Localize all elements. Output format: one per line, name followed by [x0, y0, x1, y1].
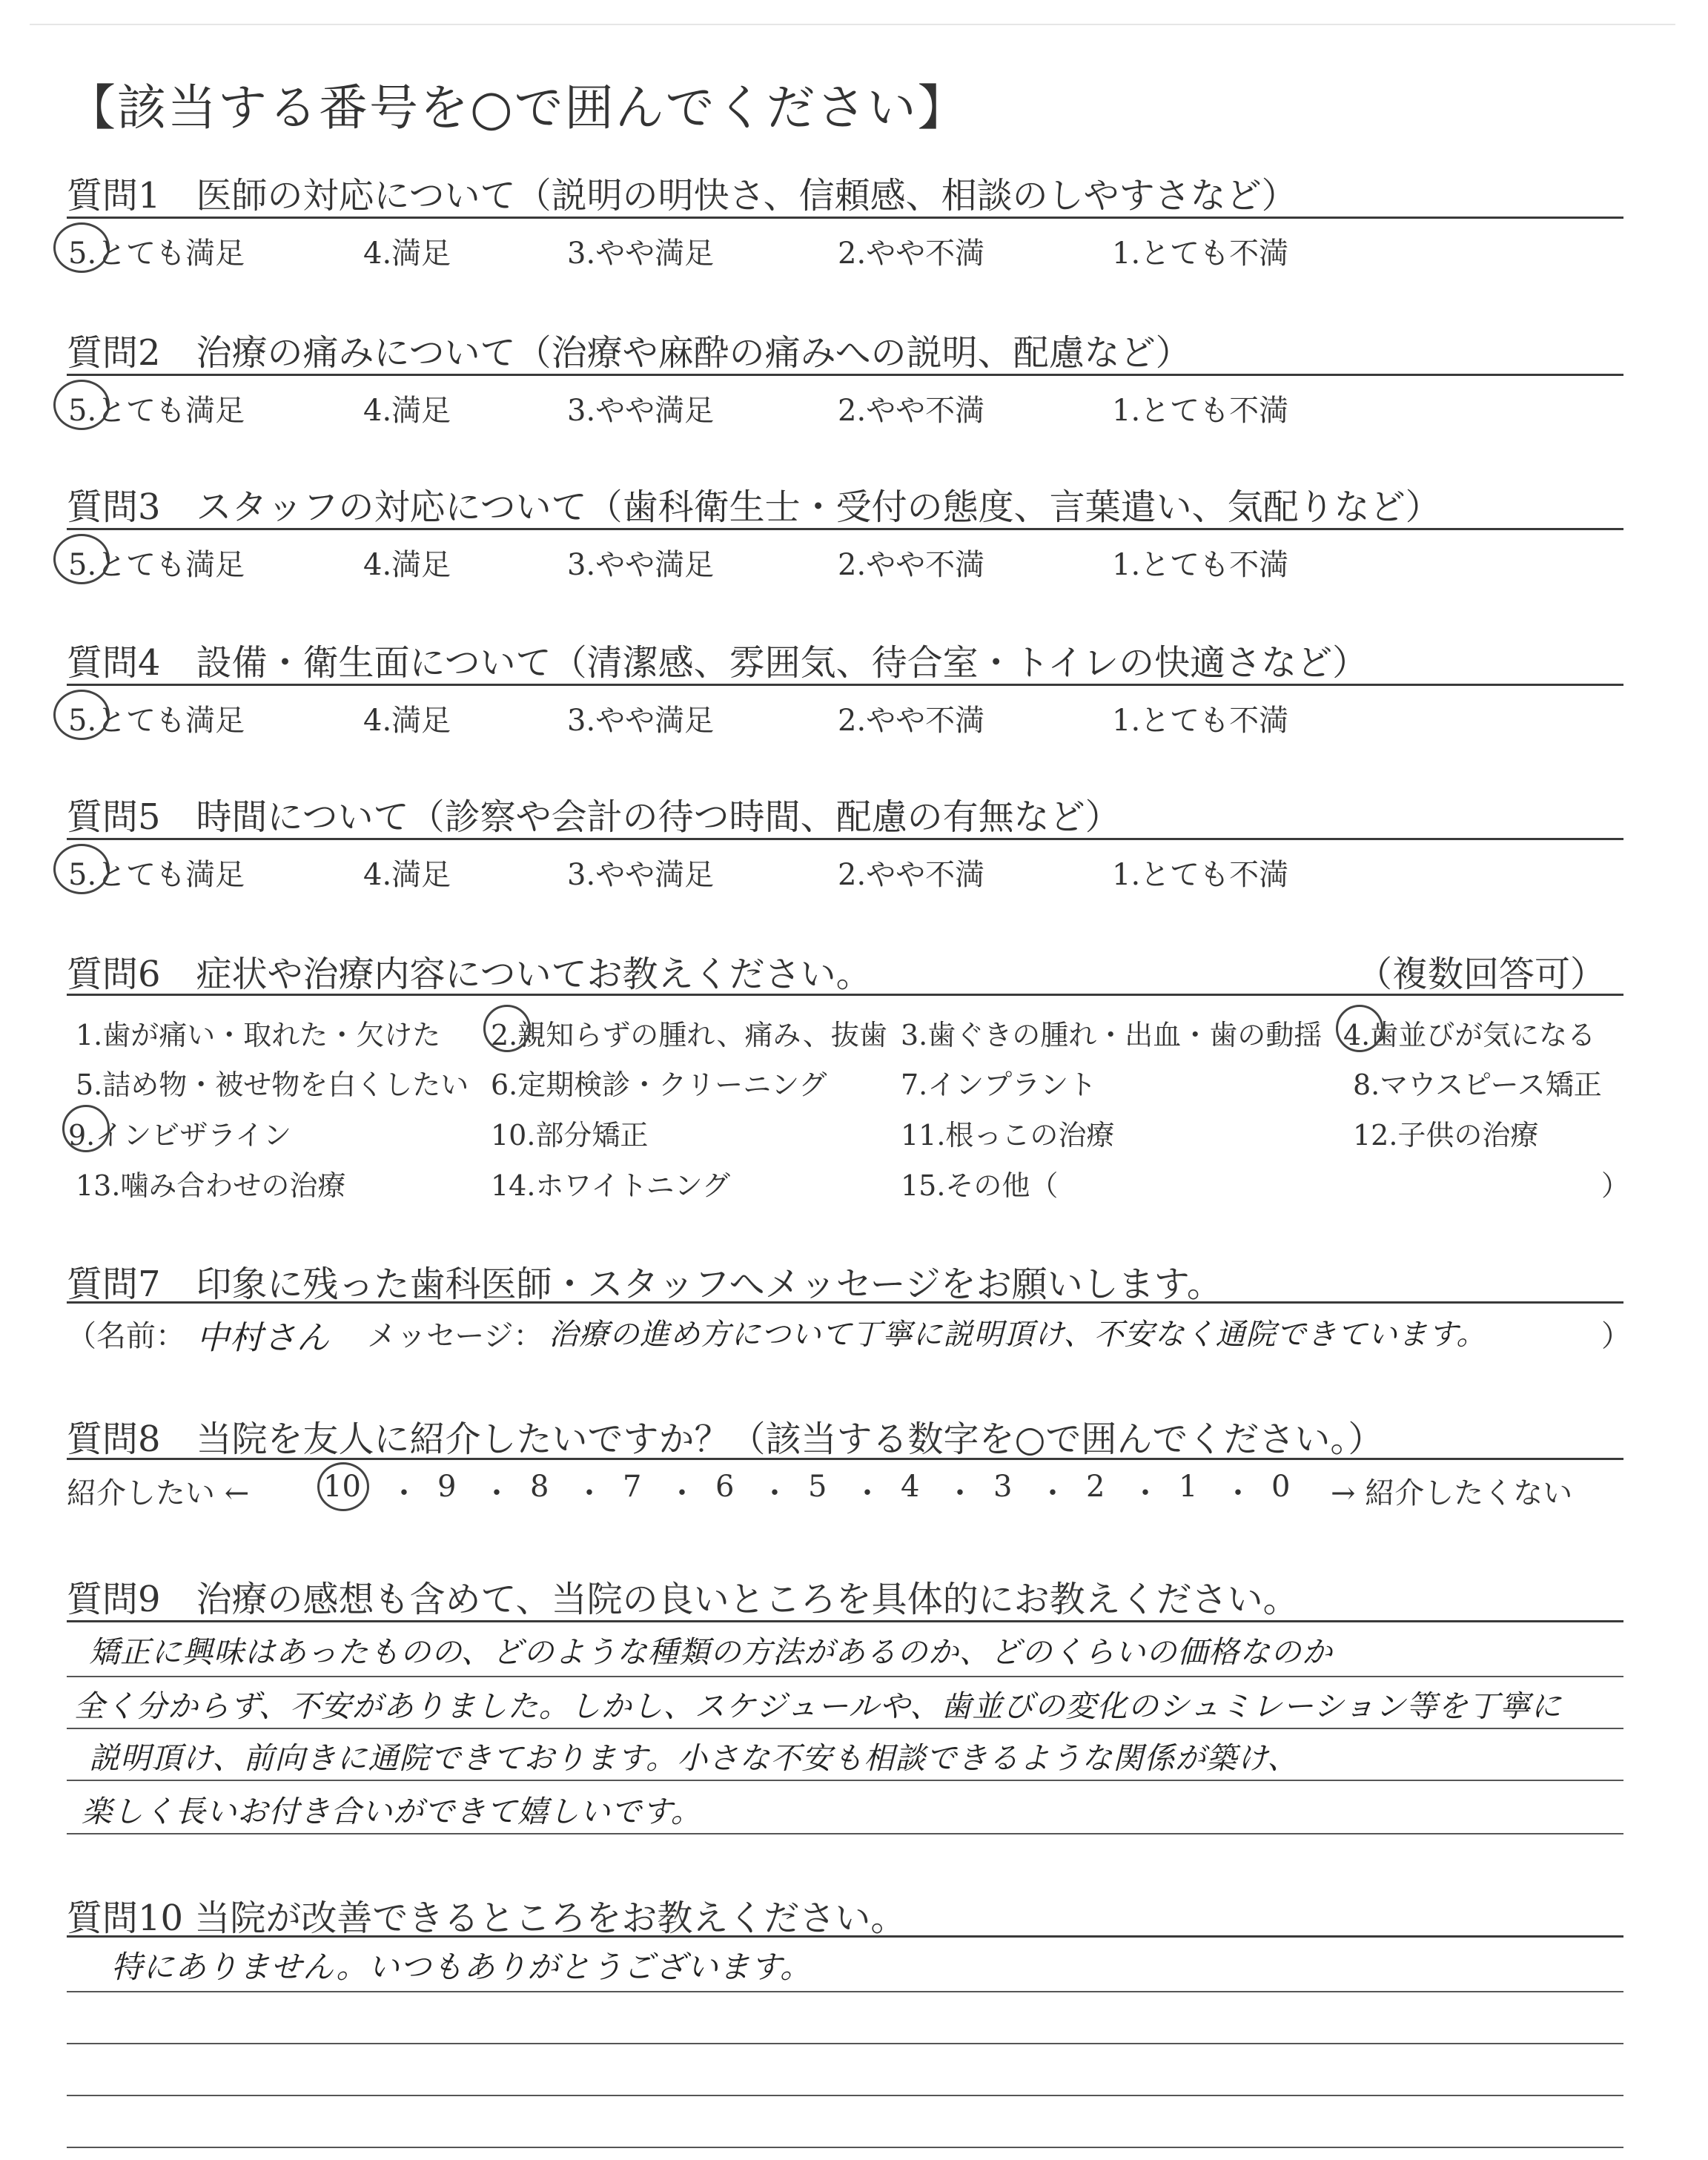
- question-4-rule: [67, 684, 1623, 686]
- q9-line-rule: [67, 1780, 1623, 1781]
- question-6-note: （複数回答可）: [1357, 954, 1606, 995]
- message-label: メッセージ：: [367, 1319, 543, 1353]
- q1-option-5[interactable]: 5.とても満足: [68, 237, 245, 271]
- scale-3[interactable]: 3: [993, 1470, 1013, 1504]
- q6-option-9[interactable]: 9.インビザライン: [68, 1119, 292, 1152]
- q10-line-rule: [67, 1991, 1623, 1992]
- recommend-right-label: → 紹介したくない: [1331, 1476, 1573, 1510]
- q6-option-7[interactable]: 7.インプラント: [901, 1069, 1097, 1101]
- q6-option-8[interactable]: 8.マウスピース矯正: [1353, 1069, 1602, 1101]
- q4-option-5[interactable]: 5.とても満足: [68, 704, 245, 738]
- scale-dot: ・: [1038, 1476, 1068, 1510]
- q6-option-5[interactable]: 5.詰め物・被せ物を白くしたい: [76, 1069, 469, 1101]
- q6-option-15[interactable]: 15.その他（: [901, 1169, 1059, 1202]
- q6-other-close: ）: [1601, 1169, 1630, 1202]
- answer-circle-q6-9: [62, 1105, 110, 1152]
- scale-dot: ・: [1223, 1476, 1253, 1510]
- question-1-rule: [67, 217, 1623, 219]
- respondent-name: 中村さん: [196, 1319, 330, 1357]
- scale-6[interactable]: 6: [715, 1470, 735, 1504]
- q10-answer-line-1: 特にありません。いつもありがとうございます。: [111, 1949, 812, 1985]
- q9-line-rule: [67, 1676, 1623, 1677]
- scale-2[interactable]: 2: [1086, 1470, 1105, 1504]
- question-8: 質問8 当院を友人に紹介したいですか？（該当する数字を○で囲んでください。）: [67, 1418, 1384, 1460]
- q9-answer-line-3: 説明頂け、前向きに通院できております。小さな不安も相談できるような関係が築け、: [89, 1740, 1299, 1776]
- q4-option-2[interactable]: 2.やや不満: [838, 704, 985, 738]
- q5-option-3[interactable]: 3.やや満足: [567, 858, 715, 892]
- q2-option-2[interactable]: 2.やや不満: [838, 394, 985, 428]
- scale-dot: ・: [575, 1476, 604, 1510]
- scale-10[interactable]: 10: [323, 1470, 361, 1504]
- question-4: 質問4 設備・衛生面について（清潔感、雰囲気、待合室・トイレの快適さなど）: [67, 642, 1368, 684]
- q2-option-4[interactable]: 4.満足: [363, 394, 451, 428]
- question-9: 質問9 治療の感想も含めて、当院の良いところを具体的にお教えください。: [67, 1579, 1299, 1620]
- q6-option-13[interactable]: 13.噛み合わせの治療: [76, 1169, 346, 1202]
- q5-option-1[interactable]: 1.とても不満: [1112, 858, 1289, 892]
- q9-answer-line-1: 矯正に興味はあったものの、どのような種類の方法があるのか、どのくらいの価格なのか: [89, 1634, 1333, 1670]
- question-7: 質問7 印象に残った歯科医師・スタッフへメッセージをお願いします。: [67, 1264, 1222, 1305]
- q3-option-4[interactable]: 4.満足: [363, 548, 451, 582]
- scale-1[interactable]: 1: [1179, 1470, 1198, 1504]
- q4-option-3[interactable]: 3.やや満足: [567, 704, 715, 738]
- question-6-rule: [67, 994, 1623, 996]
- scale-8[interactable]: 8: [530, 1470, 549, 1504]
- q4-option-4[interactable]: 4.満足: [363, 704, 451, 738]
- scale-4[interactable]: 4: [901, 1470, 920, 1504]
- q6-option-1[interactable]: 1.歯が痛い・取れた・欠けた: [76, 1019, 441, 1051]
- q6-option-11[interactable]: 11.根っこの治療: [901, 1119, 1115, 1152]
- q5-option-2[interactable]: 2.やや不満: [838, 858, 985, 892]
- scale-dot: ・: [1131, 1476, 1160, 1510]
- q5-option-4[interactable]: 4.満足: [363, 858, 451, 892]
- answer-circle-q6-2: [483, 1005, 531, 1052]
- question-5-rule: [67, 838, 1623, 840]
- q6-option-4[interactable]: 4.歯並びが気になる: [1343, 1019, 1596, 1051]
- question-10-rule: [67, 1935, 1623, 1938]
- q6-option-2[interactable]: 2.親知らずの腫れ、痛み、抜歯: [491, 1019, 887, 1051]
- page-title: 【該当する番号を○で囲んでください】: [67, 79, 968, 136]
- q3-option-2[interactable]: 2.やや不満: [838, 548, 985, 582]
- q1-option-1[interactable]: 1.とても不満: [1112, 237, 1289, 271]
- answer-circle-q6-4: [1336, 1005, 1383, 1052]
- recommend-left-label: 紹介したい ←: [67, 1476, 250, 1510]
- scale-dot: ・: [853, 1476, 882, 1510]
- top-border: [30, 24, 1675, 25]
- q9-answer-line-2: 全く分からず、不安がありました。しかし、スケジュールや、歯並びの変化のシュミレーション等を丁寧に: [74, 1688, 1562, 1724]
- scale-dot: ・: [482, 1476, 512, 1510]
- question-10: 質問10 当院が改善できるところをお教えください。: [67, 1898, 907, 1939]
- question-5: 質問5 時間について（診察や会計の待つ時間、配慮の有無など）: [67, 796, 1121, 838]
- q10-line-rule: [67, 2043, 1623, 2044]
- message-close: ）: [1601, 1319, 1631, 1353]
- question-7-rule: [67, 1301, 1623, 1304]
- q6-option-12[interactable]: 12.子供の治療: [1353, 1119, 1539, 1152]
- q6-option-6[interactable]: 6.定期検診・クリーニング: [491, 1069, 827, 1101]
- q9-answer-line-4: 楽しく長いお付き合いができて嬉しいです。: [82, 1794, 702, 1829]
- scale-dot: ・: [760, 1476, 790, 1510]
- q3-option-5[interactable]: 5.とても満足: [68, 548, 245, 582]
- q2-option-5[interactable]: 5.とても満足: [68, 394, 245, 428]
- scale-0[interactable]: 0: [1271, 1470, 1291, 1504]
- q2-option-3[interactable]: 3.やや満足: [567, 394, 715, 428]
- q1-option-2[interactable]: 2.やや不満: [838, 237, 985, 271]
- q3-option-3[interactable]: 3.やや満足: [567, 548, 715, 582]
- scale-5[interactable]: 5: [808, 1470, 827, 1504]
- q1-option-3[interactable]: 3.やや満足: [567, 237, 715, 271]
- question-1: 質問1 医師の対応について（説明の明快さ、信頼感、相談のしやすさなど）: [67, 175, 1297, 217]
- q6-option-10[interactable]: 10.部分矯正: [491, 1119, 649, 1152]
- scale-7[interactable]: 7: [623, 1470, 642, 1504]
- staff-message: 治療の進め方について丁寧に説明頂け、不安なく通院できています。: [549, 1318, 1487, 1352]
- q9-line-rule: [67, 1833, 1623, 1834]
- q10-line-rule: [67, 2095, 1623, 2096]
- question-8-rule: [67, 1458, 1623, 1460]
- q5-option-5[interactable]: 5.とても満足: [68, 858, 245, 892]
- name-label: （名前：: [67, 1319, 185, 1353]
- q2-option-1[interactable]: 1.とても不満: [1112, 394, 1289, 428]
- question-9-rule: [67, 1620, 1623, 1622]
- question-2: 質問2 治療の痛みについて（治療や麻酔の痛みへの説明、配慮など）: [67, 332, 1191, 374]
- q3-option-1[interactable]: 1.とても不満: [1112, 548, 1289, 582]
- scale-dot: ・: [945, 1476, 975, 1510]
- q6-option-14[interactable]: 14.ホワイトニング: [491, 1169, 731, 1202]
- scale-9[interactable]: 9: [437, 1470, 457, 1504]
- q6-option-3[interactable]: 3.歯ぐきの腫れ・出血・歯の動揺: [901, 1019, 1323, 1051]
- question-3: 質問3 スタッフの対応について（歯科衛生士・受付の態度、言葉遣い、気配りなど）: [67, 486, 1441, 528]
- question-6: 質問6 症状や治療内容についてお教えください。: [67, 954, 872, 995]
- scale-dot: ・: [667, 1476, 697, 1510]
- q9-line-rule: [67, 1728, 1623, 1729]
- q10-line-rule: [67, 2147, 1623, 2148]
- q4-option-1[interactable]: 1.とても不満: [1112, 704, 1289, 738]
- question-3-rule: [67, 528, 1623, 530]
- q1-option-4[interactable]: 4.満足: [363, 237, 451, 271]
- scale-dot: ・: [389, 1476, 419, 1510]
- question-2-rule: [67, 374, 1623, 376]
